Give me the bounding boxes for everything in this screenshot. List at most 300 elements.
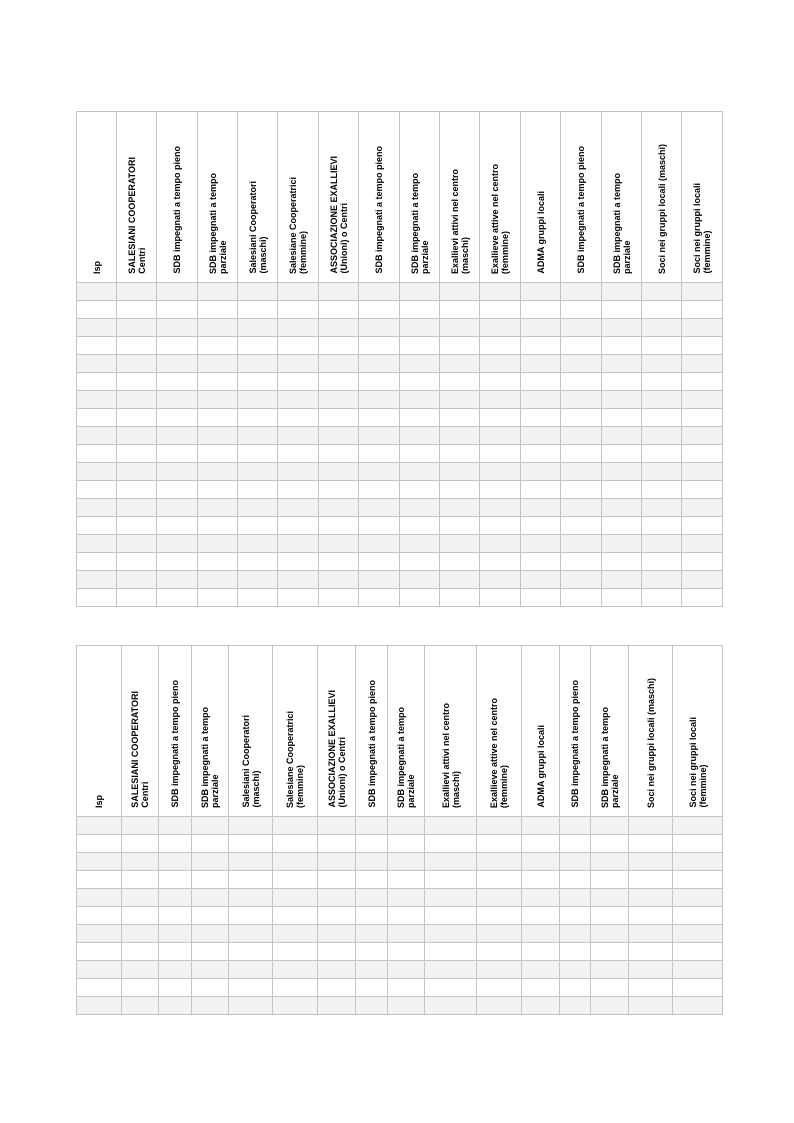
table-cell[interactable] bbox=[440, 301, 480, 319]
table-cell[interactable] bbox=[477, 835, 522, 853]
table-cell[interactable] bbox=[425, 997, 477, 1015]
table-cell[interactable] bbox=[319, 391, 359, 409]
table-cell[interactable] bbox=[229, 907, 273, 925]
table-cell[interactable] bbox=[319, 319, 359, 337]
table-cell[interactable] bbox=[629, 871, 673, 889]
table-cell[interactable] bbox=[117, 445, 157, 463]
table-cell[interactable] bbox=[359, 409, 400, 427]
table-cell[interactable] bbox=[278, 337, 319, 355]
table-cell[interactable] bbox=[278, 427, 319, 445]
table-cell[interactable] bbox=[682, 535, 723, 553]
table-cell[interactable] bbox=[77, 283, 117, 301]
table-cell[interactable] bbox=[77, 889, 122, 907]
table-cell[interactable] bbox=[77, 925, 122, 943]
table-cell[interactable] bbox=[682, 427, 723, 445]
table-cell[interactable] bbox=[480, 409, 521, 427]
table-cell[interactable] bbox=[682, 301, 723, 319]
table-cell[interactable] bbox=[359, 427, 400, 445]
table-cell[interactable] bbox=[318, 835, 356, 853]
table-cell[interactable] bbox=[591, 925, 629, 943]
table-cell[interactable] bbox=[273, 961, 318, 979]
table-cell[interactable] bbox=[673, 889, 723, 907]
table-cell[interactable] bbox=[400, 337, 440, 355]
table-cell[interactable] bbox=[560, 853, 591, 871]
table-cell[interactable] bbox=[602, 319, 642, 337]
table-cell[interactable] bbox=[388, 907, 425, 925]
table-cell[interactable] bbox=[682, 445, 723, 463]
table-cell[interactable] bbox=[117, 571, 157, 589]
table-cell[interactable] bbox=[192, 997, 229, 1015]
table-cell[interactable] bbox=[198, 301, 238, 319]
table-cell[interactable] bbox=[77, 301, 117, 319]
table-cell[interactable] bbox=[198, 553, 238, 571]
table-cell[interactable] bbox=[602, 355, 642, 373]
table-cell[interactable] bbox=[117, 355, 157, 373]
table-cell[interactable] bbox=[400, 589, 440, 607]
table-cell[interactable] bbox=[602, 283, 642, 301]
table-cell[interactable] bbox=[356, 871, 388, 889]
table-cell[interactable] bbox=[388, 889, 425, 907]
table-cell[interactable] bbox=[440, 499, 480, 517]
table-cell[interactable] bbox=[77, 571, 117, 589]
table-cell[interactable] bbox=[521, 463, 561, 481]
table-cell[interactable] bbox=[229, 871, 273, 889]
table-cell[interactable] bbox=[673, 835, 723, 853]
table-cell[interactable] bbox=[359, 571, 400, 589]
table-cell[interactable] bbox=[673, 979, 723, 997]
table-cell[interactable] bbox=[521, 409, 561, 427]
table-cell[interactable] bbox=[77, 853, 122, 871]
table-cell[interactable] bbox=[388, 925, 425, 943]
table-cell[interactable] bbox=[117, 499, 157, 517]
table-cell[interactable] bbox=[77, 817, 122, 835]
table-cell[interactable] bbox=[440, 391, 480, 409]
table-cell[interactable] bbox=[477, 979, 522, 997]
table-cell[interactable] bbox=[629, 979, 673, 997]
table-cell[interactable] bbox=[159, 907, 192, 925]
table-cell[interactable] bbox=[356, 817, 388, 835]
table-cell[interactable] bbox=[629, 889, 673, 907]
table-cell[interactable] bbox=[642, 481, 682, 499]
table-cell[interactable] bbox=[673, 943, 723, 961]
table-cell[interactable] bbox=[629, 961, 673, 979]
table-cell[interactable] bbox=[238, 463, 278, 481]
table-cell[interactable] bbox=[480, 553, 521, 571]
table-cell[interactable] bbox=[117, 283, 157, 301]
table-cell[interactable] bbox=[278, 373, 319, 391]
table-cell[interactable] bbox=[159, 925, 192, 943]
table-cell[interactable] bbox=[591, 979, 629, 997]
table-cell[interactable] bbox=[400, 553, 440, 571]
table-cell[interactable] bbox=[602, 337, 642, 355]
table-cell[interactable] bbox=[356, 979, 388, 997]
table-cell[interactable] bbox=[673, 871, 723, 889]
table-cell[interactable] bbox=[359, 445, 400, 463]
table-cell[interactable] bbox=[238, 391, 278, 409]
table-cell[interactable] bbox=[359, 589, 400, 607]
table-cell[interactable] bbox=[318, 871, 356, 889]
table-cell[interactable] bbox=[319, 553, 359, 571]
table-cell[interactable] bbox=[440, 373, 480, 391]
table-cell[interactable] bbox=[159, 979, 192, 997]
table-cell[interactable] bbox=[273, 907, 318, 925]
table-cell[interactable] bbox=[440, 409, 480, 427]
table-cell[interactable] bbox=[400, 355, 440, 373]
table-cell[interactable] bbox=[642, 373, 682, 391]
table-cell[interactable] bbox=[425, 835, 477, 853]
table-cell[interactable] bbox=[238, 517, 278, 535]
table-cell[interactable] bbox=[388, 961, 425, 979]
table-cell[interactable] bbox=[318, 979, 356, 997]
table-cell[interactable] bbox=[480, 571, 521, 589]
table-cell[interactable] bbox=[318, 997, 356, 1015]
table-cell[interactable] bbox=[480, 427, 521, 445]
table-cell[interactable] bbox=[440, 319, 480, 337]
table-cell[interactable] bbox=[602, 463, 642, 481]
table-cell[interactable] bbox=[77, 463, 117, 481]
table-cell[interactable] bbox=[192, 889, 229, 907]
table-cell[interactable] bbox=[198, 409, 238, 427]
table-cell[interactable] bbox=[319, 589, 359, 607]
table-cell[interactable] bbox=[521, 553, 561, 571]
table-cell[interactable] bbox=[318, 961, 356, 979]
table-cell[interactable] bbox=[522, 889, 560, 907]
table-cell[interactable] bbox=[273, 817, 318, 835]
table-cell[interactable] bbox=[400, 409, 440, 427]
table-cell[interactable] bbox=[319, 571, 359, 589]
table-cell[interactable] bbox=[117, 553, 157, 571]
table-cell[interactable] bbox=[198, 319, 238, 337]
table-cell[interactable] bbox=[273, 853, 318, 871]
table-cell[interactable] bbox=[521, 535, 561, 553]
table-cell[interactable] bbox=[400, 481, 440, 499]
table-cell[interactable] bbox=[629, 997, 673, 1015]
table-cell[interactable] bbox=[642, 553, 682, 571]
table-cell[interactable] bbox=[400, 319, 440, 337]
table-cell[interactable] bbox=[238, 571, 278, 589]
table-cell[interactable] bbox=[238, 499, 278, 517]
table-cell[interactable] bbox=[642, 283, 682, 301]
table-cell[interactable] bbox=[629, 907, 673, 925]
table-cell[interactable] bbox=[425, 925, 477, 943]
table-cell[interactable] bbox=[77, 961, 122, 979]
table-cell[interactable] bbox=[521, 355, 561, 373]
table-cell[interactable] bbox=[359, 319, 400, 337]
table-cell[interactable] bbox=[157, 427, 198, 445]
table-cell[interactable] bbox=[192, 871, 229, 889]
table-cell[interactable] bbox=[77, 943, 122, 961]
table-cell[interactable] bbox=[273, 835, 318, 853]
table-cell[interactable] bbox=[682, 355, 723, 373]
table-cell[interactable] bbox=[561, 337, 602, 355]
table-cell[interactable] bbox=[400, 571, 440, 589]
table-cell[interactable] bbox=[157, 319, 198, 337]
table-cell[interactable] bbox=[117, 391, 157, 409]
table-cell[interactable] bbox=[273, 889, 318, 907]
table-cell[interactable] bbox=[682, 517, 723, 535]
table-cell[interactable] bbox=[602, 499, 642, 517]
table-cell[interactable] bbox=[642, 589, 682, 607]
table-cell[interactable] bbox=[440, 355, 480, 373]
table-cell[interactable] bbox=[642, 409, 682, 427]
table-cell[interactable] bbox=[602, 409, 642, 427]
table-cell[interactable] bbox=[273, 979, 318, 997]
table-cell[interactable] bbox=[400, 391, 440, 409]
table-cell[interactable] bbox=[359, 355, 400, 373]
table-cell[interactable] bbox=[229, 853, 273, 871]
table-cell[interactable] bbox=[561, 481, 602, 499]
table-cell[interactable] bbox=[198, 427, 238, 445]
table-cell[interactable] bbox=[602, 571, 642, 589]
table-cell[interactable] bbox=[480, 373, 521, 391]
table-cell[interactable] bbox=[319, 445, 359, 463]
table-cell[interactable] bbox=[359, 535, 400, 553]
table-cell[interactable] bbox=[561, 589, 602, 607]
table-cell[interactable] bbox=[238, 481, 278, 499]
table-cell[interactable] bbox=[122, 871, 159, 889]
table-cell[interactable] bbox=[602, 535, 642, 553]
table-cell[interactable] bbox=[642, 301, 682, 319]
table-cell[interactable] bbox=[560, 907, 591, 925]
table-cell[interactable] bbox=[122, 817, 159, 835]
table-cell[interactable] bbox=[673, 997, 723, 1015]
table-cell[interactable] bbox=[477, 889, 522, 907]
table-cell[interactable] bbox=[673, 907, 723, 925]
table-cell[interactable] bbox=[561, 319, 602, 337]
table-cell[interactable] bbox=[319, 301, 359, 319]
table-cell[interactable] bbox=[198, 589, 238, 607]
table-cell[interactable] bbox=[229, 925, 273, 943]
table-cell[interactable] bbox=[682, 319, 723, 337]
table-cell[interactable] bbox=[273, 925, 318, 943]
table-cell[interactable] bbox=[560, 961, 591, 979]
table-cell[interactable] bbox=[400, 445, 440, 463]
table-cell[interactable] bbox=[77, 589, 117, 607]
table-cell[interactable] bbox=[560, 997, 591, 1015]
table-cell[interactable] bbox=[117, 463, 157, 481]
table-cell[interactable] bbox=[273, 997, 318, 1015]
table-cell[interactable] bbox=[229, 889, 273, 907]
table-cell[interactable] bbox=[629, 925, 673, 943]
table-cell[interactable] bbox=[682, 499, 723, 517]
table-cell[interactable] bbox=[425, 889, 477, 907]
table-cell[interactable] bbox=[642, 355, 682, 373]
table-cell[interactable] bbox=[77, 997, 122, 1015]
table-cell[interactable] bbox=[602, 427, 642, 445]
table-cell[interactable] bbox=[238, 535, 278, 553]
table-cell[interactable] bbox=[522, 907, 560, 925]
table-cell[interactable] bbox=[278, 499, 319, 517]
table-cell[interactable] bbox=[480, 481, 521, 499]
table-cell[interactable] bbox=[560, 979, 591, 997]
table-cell[interactable] bbox=[521, 283, 561, 301]
table-cell[interactable] bbox=[117, 319, 157, 337]
table-cell[interactable] bbox=[318, 817, 356, 835]
table-cell[interactable] bbox=[477, 817, 522, 835]
table-cell[interactable] bbox=[591, 871, 629, 889]
table-cell[interactable] bbox=[319, 535, 359, 553]
table-cell[interactable] bbox=[561, 373, 602, 391]
table-cell[interactable] bbox=[480, 463, 521, 481]
table-cell[interactable] bbox=[561, 499, 602, 517]
table-cell[interactable] bbox=[521, 337, 561, 355]
table-cell[interactable] bbox=[425, 943, 477, 961]
table-cell[interactable] bbox=[522, 817, 560, 835]
table-cell[interactable] bbox=[278, 301, 319, 319]
table-cell[interactable] bbox=[682, 337, 723, 355]
table-cell[interactable] bbox=[591, 997, 629, 1015]
table-cell[interactable] bbox=[673, 853, 723, 871]
table-cell[interactable] bbox=[318, 853, 356, 871]
table-cell[interactable] bbox=[477, 871, 522, 889]
table-cell[interactable] bbox=[359, 553, 400, 571]
table-cell[interactable] bbox=[356, 889, 388, 907]
table-cell[interactable] bbox=[642, 427, 682, 445]
table-cell[interactable] bbox=[560, 943, 591, 961]
table-cell[interactable] bbox=[522, 979, 560, 997]
table-cell[interactable] bbox=[359, 283, 400, 301]
table-cell[interactable] bbox=[319, 373, 359, 391]
table-cell[interactable] bbox=[629, 835, 673, 853]
table-cell[interactable] bbox=[356, 907, 388, 925]
table-cell[interactable] bbox=[359, 517, 400, 535]
table-cell[interactable] bbox=[400, 427, 440, 445]
table-cell[interactable] bbox=[229, 817, 273, 835]
table-cell[interactable] bbox=[561, 283, 602, 301]
table-cell[interactable] bbox=[642, 571, 682, 589]
table-cell[interactable] bbox=[198, 445, 238, 463]
table-cell[interactable] bbox=[560, 889, 591, 907]
table-cell[interactable] bbox=[480, 319, 521, 337]
table-cell[interactable] bbox=[356, 961, 388, 979]
table-cell[interactable] bbox=[642, 463, 682, 481]
table-cell[interactable] bbox=[192, 817, 229, 835]
table-cell[interactable] bbox=[318, 943, 356, 961]
table-cell[interactable] bbox=[682, 391, 723, 409]
table-cell[interactable] bbox=[122, 943, 159, 961]
table-cell[interactable] bbox=[400, 517, 440, 535]
table-cell[interactable] bbox=[117, 373, 157, 391]
table-cell[interactable] bbox=[425, 871, 477, 889]
table-cell[interactable] bbox=[77, 871, 122, 889]
table-cell[interactable] bbox=[440, 445, 480, 463]
table-cell[interactable] bbox=[122, 997, 159, 1015]
table-cell[interactable] bbox=[356, 835, 388, 853]
table-cell[interactable] bbox=[521, 499, 561, 517]
table-cell[interactable] bbox=[673, 925, 723, 943]
table-cell[interactable] bbox=[356, 853, 388, 871]
table-cell[interactable] bbox=[359, 337, 400, 355]
table-cell[interactable] bbox=[77, 907, 122, 925]
table-cell[interactable] bbox=[682, 283, 723, 301]
table-cell[interactable] bbox=[591, 907, 629, 925]
table-cell[interactable] bbox=[238, 373, 278, 391]
table-cell[interactable] bbox=[198, 283, 238, 301]
table-cell[interactable] bbox=[238, 409, 278, 427]
table-cell[interactable] bbox=[198, 481, 238, 499]
table-cell[interactable] bbox=[77, 319, 117, 337]
table-cell[interactable] bbox=[440, 553, 480, 571]
table-cell[interactable] bbox=[400, 499, 440, 517]
table-cell[interactable] bbox=[400, 283, 440, 301]
table-cell[interactable] bbox=[238, 427, 278, 445]
table-cell[interactable] bbox=[77, 979, 122, 997]
table-cell[interactable] bbox=[560, 925, 591, 943]
table-cell[interactable] bbox=[642, 337, 682, 355]
table-cell[interactable] bbox=[192, 943, 229, 961]
table-cell[interactable] bbox=[278, 571, 319, 589]
table-cell[interactable] bbox=[359, 463, 400, 481]
table-cell[interactable] bbox=[159, 835, 192, 853]
table-cell[interactable] bbox=[318, 907, 356, 925]
table-cell[interactable] bbox=[480, 283, 521, 301]
table-cell[interactable] bbox=[425, 853, 477, 871]
table-cell[interactable] bbox=[561, 445, 602, 463]
table-cell[interactable] bbox=[159, 943, 192, 961]
table-cell[interactable] bbox=[440, 463, 480, 481]
table-cell[interactable] bbox=[159, 871, 192, 889]
table-cell[interactable] bbox=[521, 445, 561, 463]
table-cell[interactable] bbox=[521, 319, 561, 337]
table-cell[interactable] bbox=[77, 499, 117, 517]
table-cell[interactable] bbox=[278, 535, 319, 553]
table-cell[interactable] bbox=[561, 553, 602, 571]
table-cell[interactable] bbox=[77, 373, 117, 391]
table-cell[interactable] bbox=[278, 445, 319, 463]
table-cell[interactable] bbox=[673, 817, 723, 835]
table-cell[interactable] bbox=[440, 535, 480, 553]
table-cell[interactable] bbox=[602, 391, 642, 409]
table-cell[interactable] bbox=[159, 961, 192, 979]
table-cell[interactable] bbox=[522, 835, 560, 853]
table-cell[interactable] bbox=[319, 427, 359, 445]
table-cell[interactable] bbox=[561, 571, 602, 589]
table-cell[interactable] bbox=[602, 481, 642, 499]
table-cell[interactable] bbox=[561, 517, 602, 535]
table-cell[interactable] bbox=[77, 835, 122, 853]
table-cell[interactable] bbox=[238, 445, 278, 463]
table-cell[interactable] bbox=[356, 997, 388, 1015]
table-cell[interactable] bbox=[278, 355, 319, 373]
table-cell[interactable] bbox=[122, 907, 159, 925]
table-cell[interactable] bbox=[278, 517, 319, 535]
table-cell[interactable] bbox=[198, 463, 238, 481]
table-cell[interactable] bbox=[602, 301, 642, 319]
table-cell[interactable] bbox=[521, 391, 561, 409]
table-cell[interactable] bbox=[522, 997, 560, 1015]
table-cell[interactable] bbox=[157, 571, 198, 589]
table-cell[interactable] bbox=[480, 301, 521, 319]
table-cell[interactable] bbox=[117, 481, 157, 499]
table-cell[interactable] bbox=[157, 283, 198, 301]
table-cell[interactable] bbox=[77, 535, 117, 553]
table-cell[interactable] bbox=[629, 943, 673, 961]
table-cell[interactable] bbox=[359, 301, 400, 319]
table-cell[interactable] bbox=[77, 409, 117, 427]
table-cell[interactable] bbox=[477, 925, 522, 943]
table-cell[interactable] bbox=[192, 907, 229, 925]
table-cell[interactable] bbox=[400, 463, 440, 481]
table-cell[interactable] bbox=[522, 961, 560, 979]
table-cell[interactable] bbox=[388, 871, 425, 889]
table-cell[interactable] bbox=[388, 943, 425, 961]
table-cell[interactable] bbox=[682, 571, 723, 589]
table-cell[interactable] bbox=[602, 517, 642, 535]
table-cell[interactable] bbox=[159, 853, 192, 871]
table-cell[interactable] bbox=[278, 589, 319, 607]
table-cell[interactable] bbox=[400, 301, 440, 319]
table-cell[interactable] bbox=[319, 283, 359, 301]
